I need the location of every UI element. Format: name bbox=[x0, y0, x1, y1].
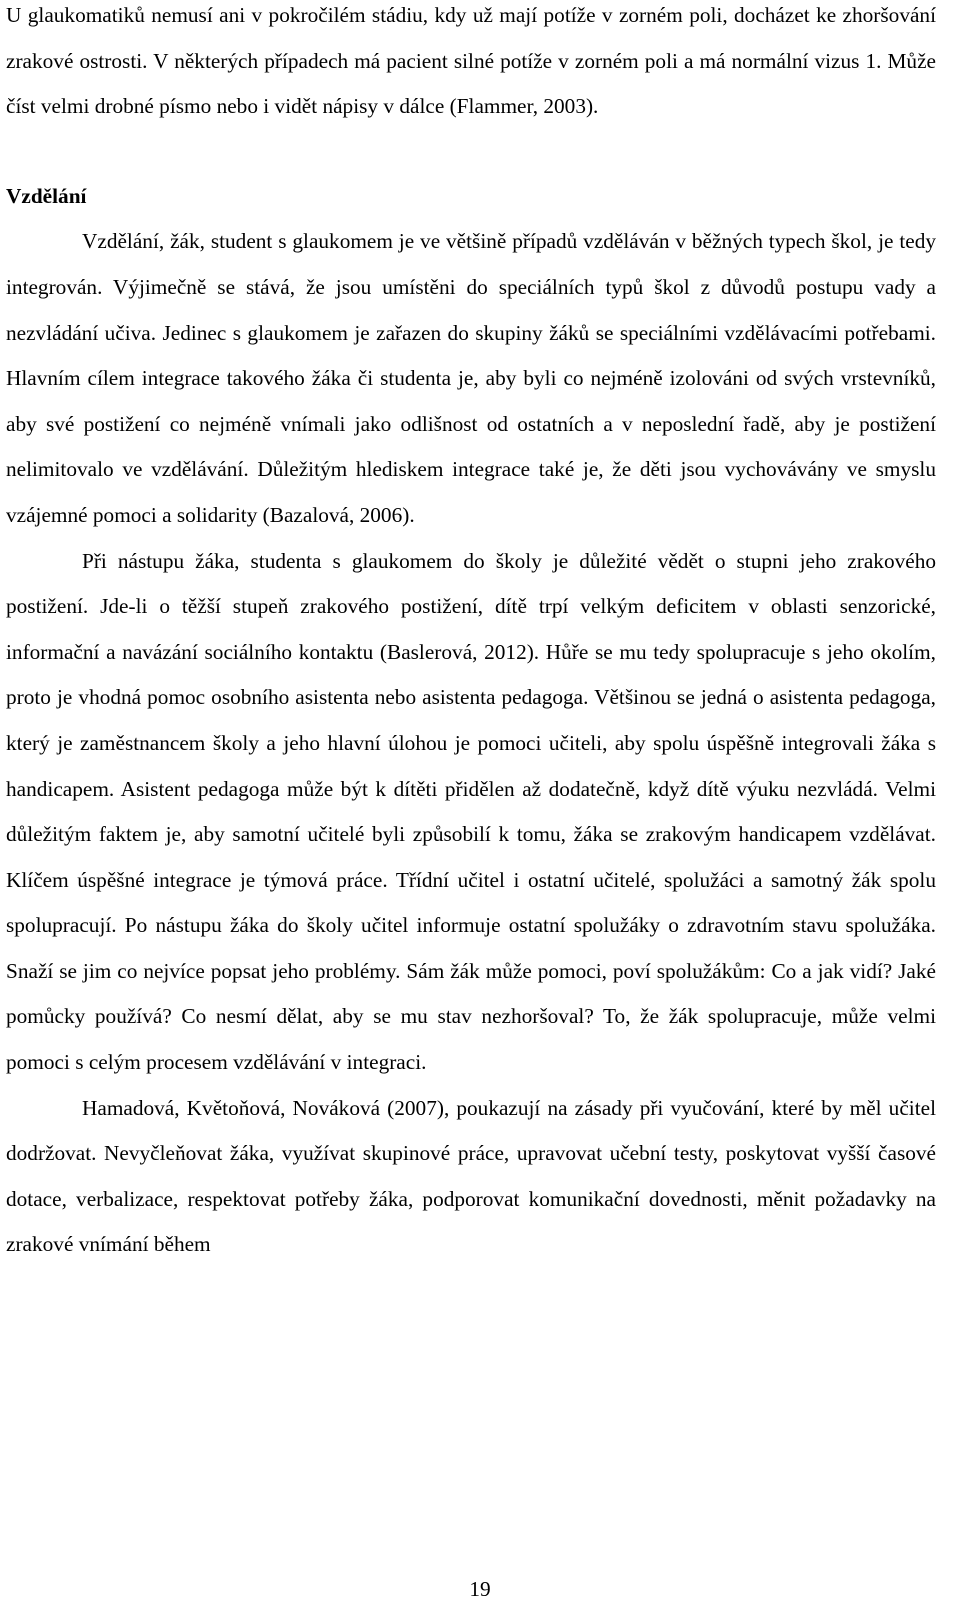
paragraph-teaching-principles: Hamadová, Květoňová, Nováková (2007), poukazují na zásady při vyučování, které by měl učitel dodržovat. Nevyčleňovat žáka, využívat skupinové práce, upravovat učební testy, poskytovat vyšší časové dotace, verbalizace, respektovat potřeby žáka, podporovat komunikační dovednosti, měnit požadavky na zrakové vnímání během bbox=[6, 1095, 936, 1257]
paragraph-intro: U glaukomatiků nemusí ani v pokročilém stádiu, kdy už mají potíže v zorném poli, docházet ke zhoršování zrakové ostrosti. V některých případech má pacient silné potíže v zorném poli a má normální vizus 1. Může číst velmi drobné písmo nebo i vidět nápisy v dálce (Flammer, 2003). bbox=[6, 3, 936, 119]
paragraph-school-entry: Při nástupu žáka, studenta s glaukomem do školy je důležité vědět o stupni jeho zrakového postižení. Jde-li o těžší stupeň zrakového postižení, dítě trpí velkým deficitem v oblasti senzorické, informační a navázání sociálního kontaktu (Baslerová, 2012). Hůře se mu tedy spolupracuje s jeho okolím, proto je vhodná pomoc osobního asistenta nebo asistenta pedagoga. Většinou se jedná o asistenta pedagoga, který je zaměstnancem školy a jeho hlavní úlohou je pomoci učiteli, aby spolu úspěšně integrovali žáka s handicapem. Asistent pedagoga může být k dítěti přidělen až dodatečně, když dítě výuku nezvládá. Velmi důležitým faktem je, aby samotní učitelé byli způsobilí k tomu, žáka se zrakovým handicapem vzdělávat. Klíčem úspěšné integrace je týmová práce. Třídní učitel i ostatní učitelé, spolužáci a samotný žák spolu spolupracují. Po nástupu žáka do školy učitel informuje ostatní spolužáky o zdravotním stavu spolužáka. Snaží se jim co nejvíce popsat jeho problémy. Sám žák může pomoci, poví spolužákům: Co a jak vidí? Jaké pomůcky používá? Co nesmí dělat, aby se mu stav nezhoršoval? To, že žák spolupracuje, může velmi pomoci s celým procesem vzdělávání v integraci. bbox=[6, 548, 936, 1075]
document-page bbox=[6, 0, 936, 1268]
page-number: 19 bbox=[469, 1577, 491, 1601]
paragraph-education: Vzdělání, žák, student s glaukomem je ve většině případů vzděláván v běžných typech škol, je tedy integrován. Výjimečně se stává, že jsou umístěni do speciálních typů škol z důvodů postupu vady a nezvládání učiva. Jedinec s glaukomem je zařazen do skupiny žáků se speciálními vzdělávacími potřebami. Hlavním cílem integrace takového žáka či studenta je, aby byli co nejméně izolováni od svých vrstevníků, aby své postižení co nejméně vnímali jako odlišnost od ostatních a v neposlední řadě, aby je postižení nelimitovalo ve vzdělávání. Důležitým hlediskem integrace také je, že děti jsou vychovávány ve smyslu vzájemné pomoci a solidarity (Bazalová, 2006). bbox=[6, 229, 936, 527]
section-heading-vzdelani: Vzdělání bbox=[6, 183, 87, 208]
